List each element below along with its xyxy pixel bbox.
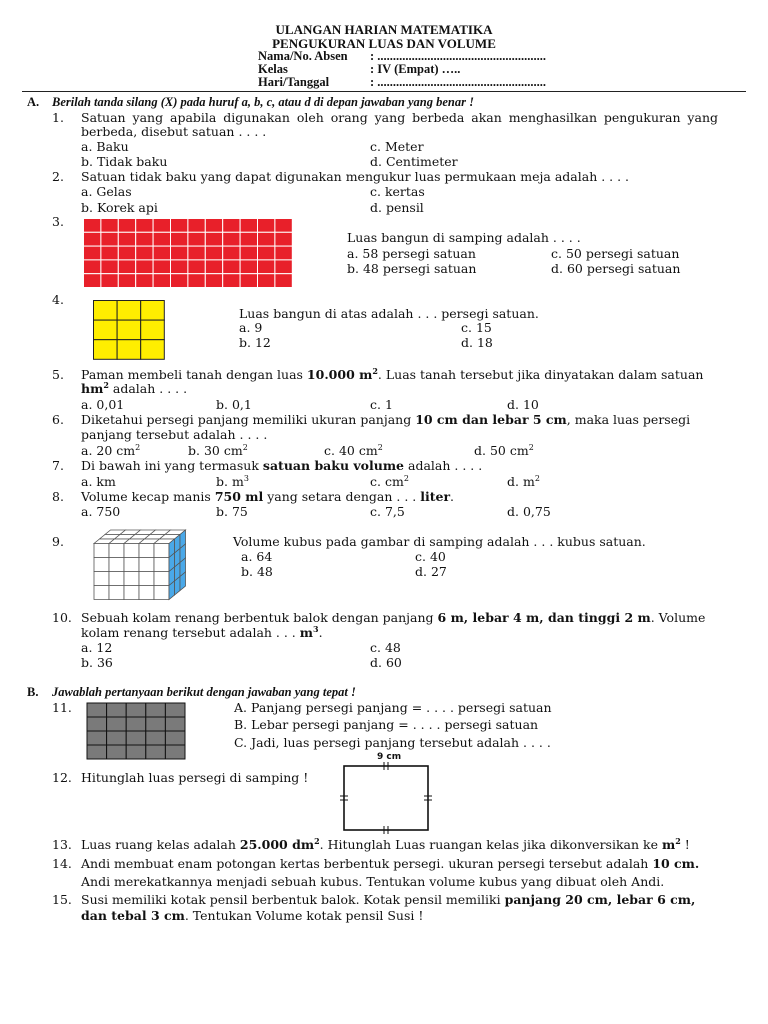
q10-option-d: d. 60	[370, 655, 402, 670]
q11-gray-grid-figure	[86, 702, 186, 760]
q2-option-b: b. Korek api	[81, 200, 158, 215]
q3-option-d: d. 60 persegi satuan	[551, 261, 681, 276]
cube-front-face	[94, 572, 109, 586]
unit-square-red	[205, 260, 222, 274]
unit-square-red	[118, 232, 135, 246]
unit-square-red	[223, 274, 240, 288]
q3-option-b: b. 48 persegi satuan	[347, 261, 477, 276]
q12-square-figure	[338, 762, 434, 834]
q14-text-line2: Andi merekatkannya menjadi sebuah kubus. Tentukan volume kubus yang dibuat oleh Andi.	[81, 874, 665, 889]
unit-square-yellow	[141, 301, 165, 321]
unit-square-gray	[107, 731, 127, 745]
cube-front-face	[154, 558, 169, 572]
q5-option-c: c. 1	[370, 397, 393, 412]
q14-number: 14.	[52, 856, 72, 871]
field-value-class: : IV (Empat) …..	[370, 62, 461, 76]
q8-option-b: b. 75	[216, 504, 248, 519]
q8-text: Volume kecap manis 750 ml yang setara dengan . . . liter.	[81, 489, 455, 504]
unit-square-red	[136, 246, 153, 260]
q1-text-line2: berbeda, disebut satuan . . . .	[81, 124, 267, 139]
cube-front-face	[154, 544, 169, 558]
unit-square-red	[101, 232, 118, 246]
q11-part-b: B. Lebar persegi panjang = . . . . persegi satuan	[234, 717, 539, 732]
q7-option-d: d. $m^2$	[507, 473, 540, 489]
header-divider	[22, 91, 746, 92]
q14-text-line1: Andi membuat enam potongan kertas berbentuk persegi. ukuran persegi tersebut adalah 10 cm.	[81, 856, 700, 871]
q5-text-line2: $hm^2$ adalah . . . .	[81, 379, 188, 396]
unit-square-red	[171, 260, 188, 274]
q9-option-b: b. 48	[241, 564, 273, 579]
unit-square-red	[223, 260, 240, 274]
q6-option-d: d. 50 $cm^2$	[474, 442, 534, 458]
q3-text: Luas bangun di samping adalah . . . .	[347, 230, 581, 245]
q9-option-d: d. 27	[415, 564, 447, 579]
q2-option-d: d. pensil	[370, 200, 424, 215]
q6-text-line1: Diketahui persegi panjang memiliki ukuran panjang 10 cm dan lebar 5 cm, maka luas persegi	[81, 412, 691, 427]
unit-square-yellow	[94, 301, 118, 321]
unit-square-gray	[126, 703, 146, 717]
q4-option-b: b. 12	[239, 335, 271, 350]
q13-text: Luas ruang kelas adalah 25.000 $dm^2$. Hitunglah Luas ruangan kelas jika dikonversikan ke $m^2$ !	[81, 835, 690, 852]
q10-text-line1: Sebuah kolam renang berbentuk balok dengan panjang 6 m, lebar 4 m, dan tinggi 2 m. Volume	[81, 610, 706, 625]
cube-front-face	[94, 544, 109, 558]
unit-square-red	[188, 246, 205, 260]
cube-front-face	[124, 558, 139, 572]
q9-option-a: a. 64	[241, 549, 273, 564]
q5-option-d: d. 10	[507, 397, 539, 412]
section-b-instruction: Jawablah pertanyaan berikut dengan jawaban yang tepat !	[52, 685, 356, 699]
unit-square-red	[84, 246, 101, 260]
title-line-1: ULANGAN HARIAN MATEMATIKA	[275, 22, 493, 37]
unit-square-red	[171, 274, 188, 288]
cube-front-face	[139, 586, 154, 600]
q12-number: 12.	[52, 770, 72, 785]
q10-option-c: c. 48	[370, 640, 401, 655]
q1-number: 1.	[52, 110, 64, 125]
unit-square-yellow	[141, 340, 165, 360]
q7-text: Di bawah ini yang termasuk satuan baku volume adalah . . . .	[81, 458, 483, 473]
q6-option-c: c. 40 $cm^2$	[324, 442, 383, 458]
q10-number: 10.	[52, 610, 72, 625]
unit-square-red	[275, 274, 292, 288]
q8-option-d: d. 0,75	[507, 504, 551, 519]
unit-square-red	[171, 246, 188, 260]
unit-square-gray	[87, 745, 107, 759]
cube-front-face	[139, 544, 154, 558]
unit-square-gray	[165, 703, 185, 717]
q1-option-d: d. Centimeter	[370, 154, 458, 169]
unit-square-red	[118, 260, 135, 274]
unit-square-red	[240, 219, 257, 233]
cube-front-face	[154, 586, 169, 600]
unit-square-red	[153, 246, 170, 260]
unit-square-gray	[87, 703, 107, 717]
q4-yellow-grid-figure	[93, 300, 165, 360]
cube-front-face	[154, 572, 169, 586]
unit-square-red	[84, 260, 101, 274]
q5-option-a: a. 0,01	[81, 397, 125, 412]
q9-cube-figure	[92, 528, 207, 608]
cube-front-face	[109, 558, 124, 572]
unit-square-red	[101, 260, 118, 274]
unit-square-gray	[146, 703, 166, 717]
q10-text-line2: kolam renang tersebut adalah . . . $m^3$.	[81, 623, 323, 640]
unit-square-red	[240, 232, 257, 246]
q4-number: 4.	[52, 292, 64, 307]
q4-option-a: a. 9	[239, 320, 263, 335]
unit-square-red	[240, 260, 257, 274]
q6-text-line2: panjang tersebut adalah . . . .	[81, 427, 268, 442]
q8-option-c: c. 7,5	[370, 504, 405, 519]
unit-square-gray	[146, 731, 166, 745]
section-a-letter: A.	[27, 95, 40, 109]
unit-square-red	[153, 232, 170, 246]
q4-option-d: d. 18	[461, 335, 493, 350]
unit-square-red	[118, 219, 135, 233]
unit-square-gray	[107, 703, 127, 717]
unit-square-gray	[165, 745, 185, 759]
cube-front-face	[124, 586, 139, 600]
q1-option-b: b. Tidak baku	[81, 154, 168, 169]
unit-square-red	[101, 274, 118, 288]
q6-number: 6.	[52, 412, 64, 427]
q10-option-a: a. 12	[81, 640, 113, 655]
unit-square-red	[223, 219, 240, 233]
q9-number: 9.	[52, 534, 64, 549]
unit-square-red	[188, 232, 205, 246]
q2-text: Satuan tidak baku yang dapat digunakan mengukur luas permukaan meja adalah . . . .	[81, 169, 630, 184]
q9-text: Volume kubus pada gambar di samping adalah . . . kubus satuan.	[233, 534, 646, 549]
q7-number: 7.	[52, 458, 64, 473]
unit-square-red	[136, 219, 153, 233]
unit-square-red	[240, 246, 257, 260]
unit-square-red	[275, 219, 292, 233]
unit-square-yellow	[141, 320, 165, 340]
unit-square-red	[101, 246, 118, 260]
q10-option-b: b. 36	[81, 655, 113, 670]
q3-number: 3.	[52, 214, 64, 229]
q7-option-a: a. km	[81, 474, 116, 489]
unit-square-gray	[107, 717, 127, 731]
q4-option-c: c. 15	[461, 320, 492, 335]
q11-number: 11.	[52, 700, 72, 715]
field-label-class: Kelas	[258, 62, 288, 76]
unit-square-red	[136, 260, 153, 274]
cube-front-face	[139, 572, 154, 586]
cube-front-face	[124, 544, 139, 558]
unit-square-red	[258, 219, 275, 233]
field-value-name: : ......................................................	[370, 49, 547, 63]
unit-square-red	[153, 219, 170, 233]
unit-square-red	[258, 260, 275, 274]
unit-square-gray	[165, 731, 185, 745]
q5-number: 5.	[52, 367, 64, 382]
title-line-2: PENGUKURAN LUAS DAN VOLUME	[272, 36, 496, 51]
unit-square-red	[188, 260, 205, 274]
unit-square-red	[258, 232, 275, 246]
section-b-letter: B.	[27, 685, 39, 699]
unit-square-gray	[165, 717, 185, 731]
unit-square-red	[205, 232, 222, 246]
unit-square-red	[275, 246, 292, 260]
unit-square-red	[153, 274, 170, 288]
q3-option-a: a. 58 persegi satuan	[347, 246, 476, 261]
q5-text-line1: Paman membeli tanah dengan luas 10.000 $m^2$. Luas tanah tersebut jika dinyatakan dalam satuan	[81, 365, 704, 382]
q7-option-c: c. $cm^2$	[370, 473, 409, 489]
unit-square-red	[258, 274, 275, 288]
q8-option-a: a. 750	[81, 504, 121, 519]
unit-square-red	[240, 274, 257, 288]
field-label-date: Hari/Tanggal	[258, 75, 330, 89]
unit-square-gray	[126, 731, 146, 745]
q8-number: 8.	[52, 489, 64, 504]
q12-dimension-label: 9 cm	[377, 752, 402, 762]
q15-number: 15.	[52, 892, 72, 907]
unit-square-red	[188, 274, 205, 288]
unit-square-red	[136, 274, 153, 288]
unit-square-red	[171, 232, 188, 246]
q15-text-line2: dan tebal 3 cm. Tentukan Volume kotak pensil Susi !	[81, 908, 424, 923]
unit-square-red	[118, 274, 135, 288]
q3-option-c: c. 50 persegi satuan	[551, 246, 680, 261]
cube-front-face	[109, 544, 124, 558]
unit-square-red	[223, 246, 240, 260]
q13-number: 13.	[52, 837, 72, 852]
unit-square-yellow	[94, 320, 118, 340]
unit-square-yellow	[94, 340, 118, 360]
unit-square-red	[84, 274, 101, 288]
unit-square-red	[84, 232, 101, 246]
q3-red-grid-figure	[83, 218, 293, 288]
unit-square-red	[223, 232, 240, 246]
unit-square-gray	[126, 745, 146, 759]
cube-front-face	[124, 572, 139, 586]
unit-square-gray	[107, 745, 127, 759]
unit-square-red	[275, 232, 292, 246]
q1-option-a: a. Baku	[81, 139, 129, 154]
q5-option-b: b. 0,1	[216, 397, 252, 412]
cube-front-face	[109, 586, 124, 600]
cube-front-face	[109, 572, 124, 586]
unit-square-red	[205, 274, 222, 288]
section-a-instruction: Berilah tanda silang (X) pada huruf a, b, c, atau d di depan jawaban yang benar !	[52, 95, 474, 109]
unit-square-gray	[126, 717, 146, 731]
unit-square-red	[101, 219, 118, 233]
unit-square-red	[205, 219, 222, 233]
cube-front-face	[139, 558, 154, 572]
unit-square-yellow	[117, 320, 141, 340]
q1-option-c: c. Meter	[370, 139, 424, 154]
unit-square-red	[275, 260, 292, 274]
q2-number: 2.	[52, 169, 64, 184]
field-label-name: Nama/No. Absen	[258, 49, 348, 63]
q15-text-line1: Susi memiliki kotak pensil berbentuk balok. Kotak pensil memiliki panjang 20 cm, lebar 6 cm,	[81, 892, 696, 907]
unit-square-gray	[87, 717, 107, 731]
q11-part-c: C. Jadi, luas persegi panjang tersebut adalah . . . .	[234, 735, 551, 750]
q4-text: Luas bangun di atas adalah . . . persegi satuan.	[239, 306, 539, 321]
unit-square-yellow	[117, 340, 141, 360]
q11-part-a: A. Panjang persegi panjang = . . . . persegi satuan	[234, 700, 552, 715]
unit-square-red	[258, 246, 275, 260]
q6-option-b: b. 30 $cm^2$	[188, 442, 248, 458]
unit-square-red	[205, 246, 222, 260]
q7-option-b: b. $m^3$	[216, 473, 249, 489]
unit-square-red	[188, 219, 205, 233]
unit-square-red	[171, 219, 188, 233]
unit-square-gray	[87, 731, 107, 745]
unit-square-gray	[146, 717, 166, 731]
q1-text-line1: Satuan yang apabila digunakan oleh orang yang berbeda akan menghasilkan pengukuran yang	[81, 110, 718, 125]
cube-front-face	[94, 558, 109, 572]
q2-option-a: a. Gelas	[81, 184, 132, 199]
q9-option-c: c. 40	[415, 549, 446, 564]
field-value-date: : ......................................................	[370, 75, 547, 89]
unit-square-red	[153, 260, 170, 274]
unit-square-yellow	[117, 301, 141, 321]
unit-square-red	[136, 232, 153, 246]
unit-square-red	[84, 219, 101, 233]
unit-square-gray	[146, 745, 166, 759]
q6-option-a: a. 20 $cm^2$	[81, 442, 141, 458]
q12-text: Hitunglah luas persegi di samping !	[81, 770, 309, 785]
unit-square-red	[118, 246, 135, 260]
cube-front-face	[94, 586, 109, 600]
q2-option-c: c. kertas	[370, 184, 425, 199]
